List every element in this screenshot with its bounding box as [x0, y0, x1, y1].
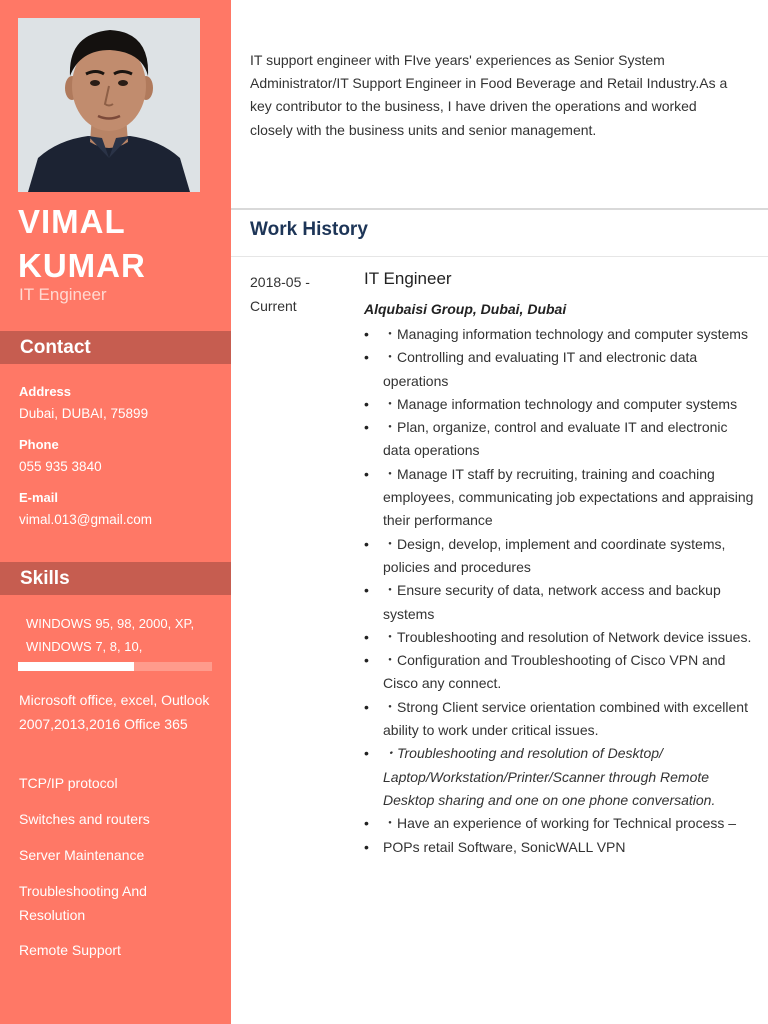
skill-level-fill [18, 662, 134, 671]
contact-heading: Contact [0, 331, 231, 364]
professional-summary: IT support engineer with FIve years' experiences as Senior System Administrator/IT Support Engineer in Food Beverage and Retail Industry.As a key contributor to the business, I have driven the operations and worked closely with the business units and senior management. [250, 52, 728, 138]
job-duties-list [364, 323, 754, 859]
job-role: IT Engineer [364, 269, 452, 288]
list-item: • ・Managing information technology and computer systems [364, 323, 754, 346]
person-portrait-image [18, 18, 200, 192]
list-item: • ・Design, develop, implement and coordinate systems, policies and procedures [364, 533, 754, 580]
skill-windows-line1: WINDOWS 95, 98, 2000, XP, [26, 616, 195, 631]
list-item: • ・Have an experience of working for Technical process – [364, 812, 754, 835]
section-divider [231, 256, 768, 257]
job-company: Alqubaisi Group, Dubai, Dubai [364, 301, 567, 317]
skills-heading: Skills [0, 562, 231, 595]
email-value: vimal.013@gmail.com [19, 512, 152, 527]
list-item: • ・Strong Client service orientation combined with excellent ability to work under critical issues. [364, 696, 754, 743]
list-item: • ・Manage IT staff by recruiting, training and coaching employees, communicating job expectations and appraising their performance [364, 463, 754, 533]
phone-label: Phone [19, 437, 59, 452]
skill-item: Microsoft office, excel, Outlook 2007,2013,2016 Office 365 [19, 692, 210, 732]
list-item-text: ・Troubleshooting and resolution of Desktop/ Laptop/Workstation/Printer/Scanner through Remote Desktop sharing and one on one phone conversation. [383, 745, 716, 808]
skill-item: TCP/IP protocol [19, 775, 118, 791]
job-date-end: Current [250, 298, 297, 314]
skill-item: Switches and routers [19, 811, 150, 827]
address-value: Dubai, DUBAI, 75899 [19, 406, 149, 421]
list-item: • ・Manage information technology and computer systems [364, 393, 754, 416]
job-date-start: 2018-05 - [250, 274, 310, 290]
profile-photo [18, 18, 200, 192]
first-name: VIMAL [18, 203, 126, 240]
list-item: • ・Ensure security of data, network access and backup systems [364, 579, 754, 626]
address-label: Address [19, 384, 72, 399]
candidate-name [18, 200, 228, 288]
phone-value: 055 935 3840 [19, 459, 102, 474]
sidebar [0, 0, 231, 1024]
work-history-heading: Work History [250, 219, 368, 240]
last-name: KUMAR [18, 247, 146, 284]
skill-item: Remote Support [19, 942, 121, 958]
skill-windows-line2: WINDOWS 7, 8, 10, [26, 639, 143, 654]
job-dates [250, 270, 310, 318]
section-divider [231, 208, 768, 210]
skill-windows [26, 612, 226, 658]
skill-item: Server Maintenance [19, 847, 145, 863]
candidate-title: IT Engineer [19, 285, 107, 304]
list-item: • ・Controlling and evaluating IT and electronic data operations [364, 346, 754, 393]
list-item: • ・Troubleshooting and resolution of Network device issues. [364, 626, 754, 649]
skill-item: Troubleshooting And Resolution [19, 883, 147, 923]
list-item [364, 742, 754, 812]
skill-level-bar [18, 662, 212, 671]
email-label: E-mail [19, 490, 59, 505]
list-item: • POPs retail Software, SonicWALL VPN [364, 836, 754, 859]
list-item: • ・Configuration and Troubleshooting of Cisco VPN and Cisco any connect. [364, 649, 754, 696]
list-item: • ・Plan, organize, control and evaluate IT and electronic data operations [364, 416, 754, 463]
